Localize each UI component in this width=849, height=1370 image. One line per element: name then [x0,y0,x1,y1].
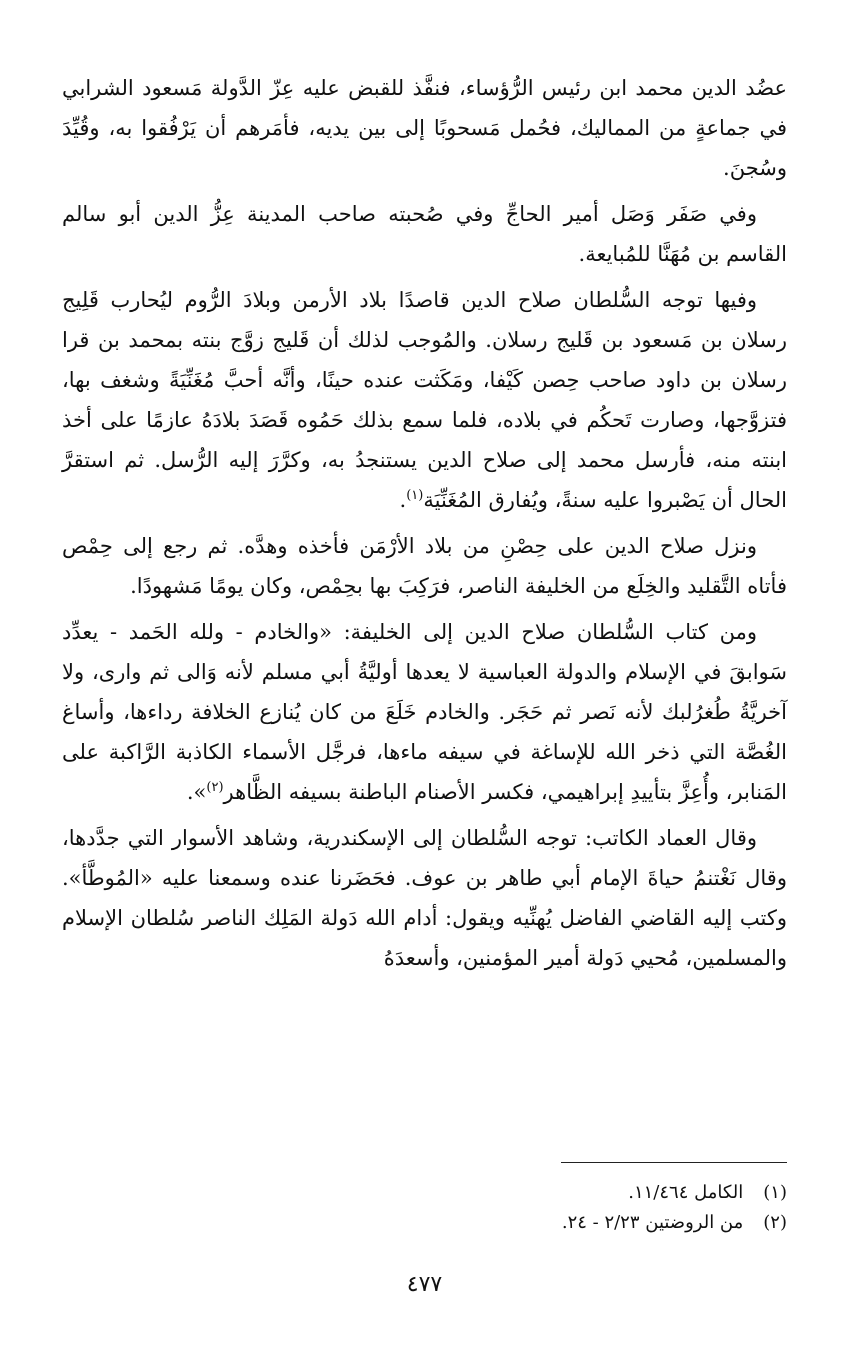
footnotes [62,1178,787,1238]
main-text [62,68,787,984]
paragraph-5-tail: ». [186,780,207,804]
paragraph-2 [62,194,787,274]
paragraph-5-text: ومن كتاب السُّلطان صلاح الدين إلى الخليفة: «والخادم - ولله الحَمد - يعدِّد سَوابقَ في الإسلام والدولة العباسية لا يعدها أوليَّةُ أبي مسلم لأنه وَالى ثم وارى، ولا آخريَّةُ طُغرُلبك لأنه نَصر ثم حَجَر. والخادم خَلَعَ من كان يُنازع الخلافة رداءها، وأساغ الغُصَّة التي ذخر الله للإساغة في سيفه ماءها، فرجَّل الأسماء الكاذبة الرَّاكبة على المَنابر، وأُعِزَّ بتأييدِ إبراهيمي، فكسر الأصنام الباطنة بسيفه الظَّاهر [62,620,787,804]
paragraph-6-text: وقال العماد الكاتب: توجه السُّلطان إلى الإسكندرية، وشاهد الأسوار التي جدَّدها، وقال نَغْتنمُ حياةَ الإمام أبي طاهر بن عوف. فحَضَرنا عنده وسمعنا عليه «المُوطَّأ». وكتب إليه القاضي الفاضل يُهنِّيه ويقول: أدام الله دَولة المَلِك الناصر سُلطان الإسلام والمسلمين، مُحيي دَولة أمير المؤمنين، وأسعدَهُ [62,826,787,970]
footnote-ref-2[interactable]: (٢) [206,780,224,795]
paragraph-5 [62,612,787,812]
paragraph-4 [62,526,787,606]
paragraph-6 [62,818,787,978]
footnote-1 [62,1178,787,1208]
paragraph-1-text: عضُد الدين محمد ابن رئيس الرُّؤساء، فنفَّذ للقبض عليه عِزّ الدَّولة مَسعود الشرابي في جماعةٍ من المماليك، فحُمل مَسحوبًا إلى بين يديه، فأمَرهم أن يَرْفُقوا به، وقُيِّدَ وسُجنَ. [62,76,787,180]
footnote-divider [561,1162,787,1163]
paragraph-4-text: ونزل صلاح الدين على حِصْنِ من بلاد الأرْمَن فأخذه وهدَّه. ثم رجع إلى حِمْص فأتاه التَّقليد والخِلَع من الخليفة الناصر، فرَكِبَ بها بحِمْص، وكان يومًا مَشهودًا. [62,534,787,598]
footnote-2-text: من الروضتين ٢/٢٣ - ٢٤. [561,1212,744,1233]
page-number: ٤٧٧ [406,1272,443,1297]
footnote-2 [62,1208,787,1238]
paragraph-2-text: وفي صَفَر وَصَل أمير الحاجِّ وفي صُحبته صاحب المدينة عِزُّ الدين أبو سالم القاسم بن مُهَنَّا للمُبايعة. [62,202,787,266]
paragraph-3-tail: . [399,488,407,512]
footnote-1-number: (١) [763,1182,787,1203]
paragraph-3-text: وفيها توجه السُّلطان صلاح الدين قاصدًا بلاد الأرمن وبلادَ الرُّوم ليُحارب قَلِيج رسلان بن مَسعود بن قَليج رسلان. والمُوجب لذلك أن قَليج زوَّج بنته بمحمد بن قرا رسلان بن داود صاحب حِصن كَيْفا، ومَكَثت عنده حينًا، وأنَّه أحبَّ مُغَنِّيَةً وشغف بها، فتزوَّجها، وصارت تَحكُم في بلاده، فلما سمع بذلك حَمُوه قَصَدَ بلادَهُ عازمًا على أخذ ابنته منه، فأرسل محمد إلى صلاح الدين يستنجدُ به، وكرَّرَ إليه الرُّسل. ثم استقرَّ الحال أن يَصْبروا عليه سنةً، ويُفارق المُغَنِّيَة [62,288,787,512]
footnote-1-text: الكامل ١١/٤٦٤. [628,1182,744,1203]
paragraph-1 [62,68,787,188]
footnote-ref-1[interactable]: (١) [406,488,424,503]
paragraph-3 [62,280,787,520]
footnote-2-number: (٢) [763,1212,787,1233]
